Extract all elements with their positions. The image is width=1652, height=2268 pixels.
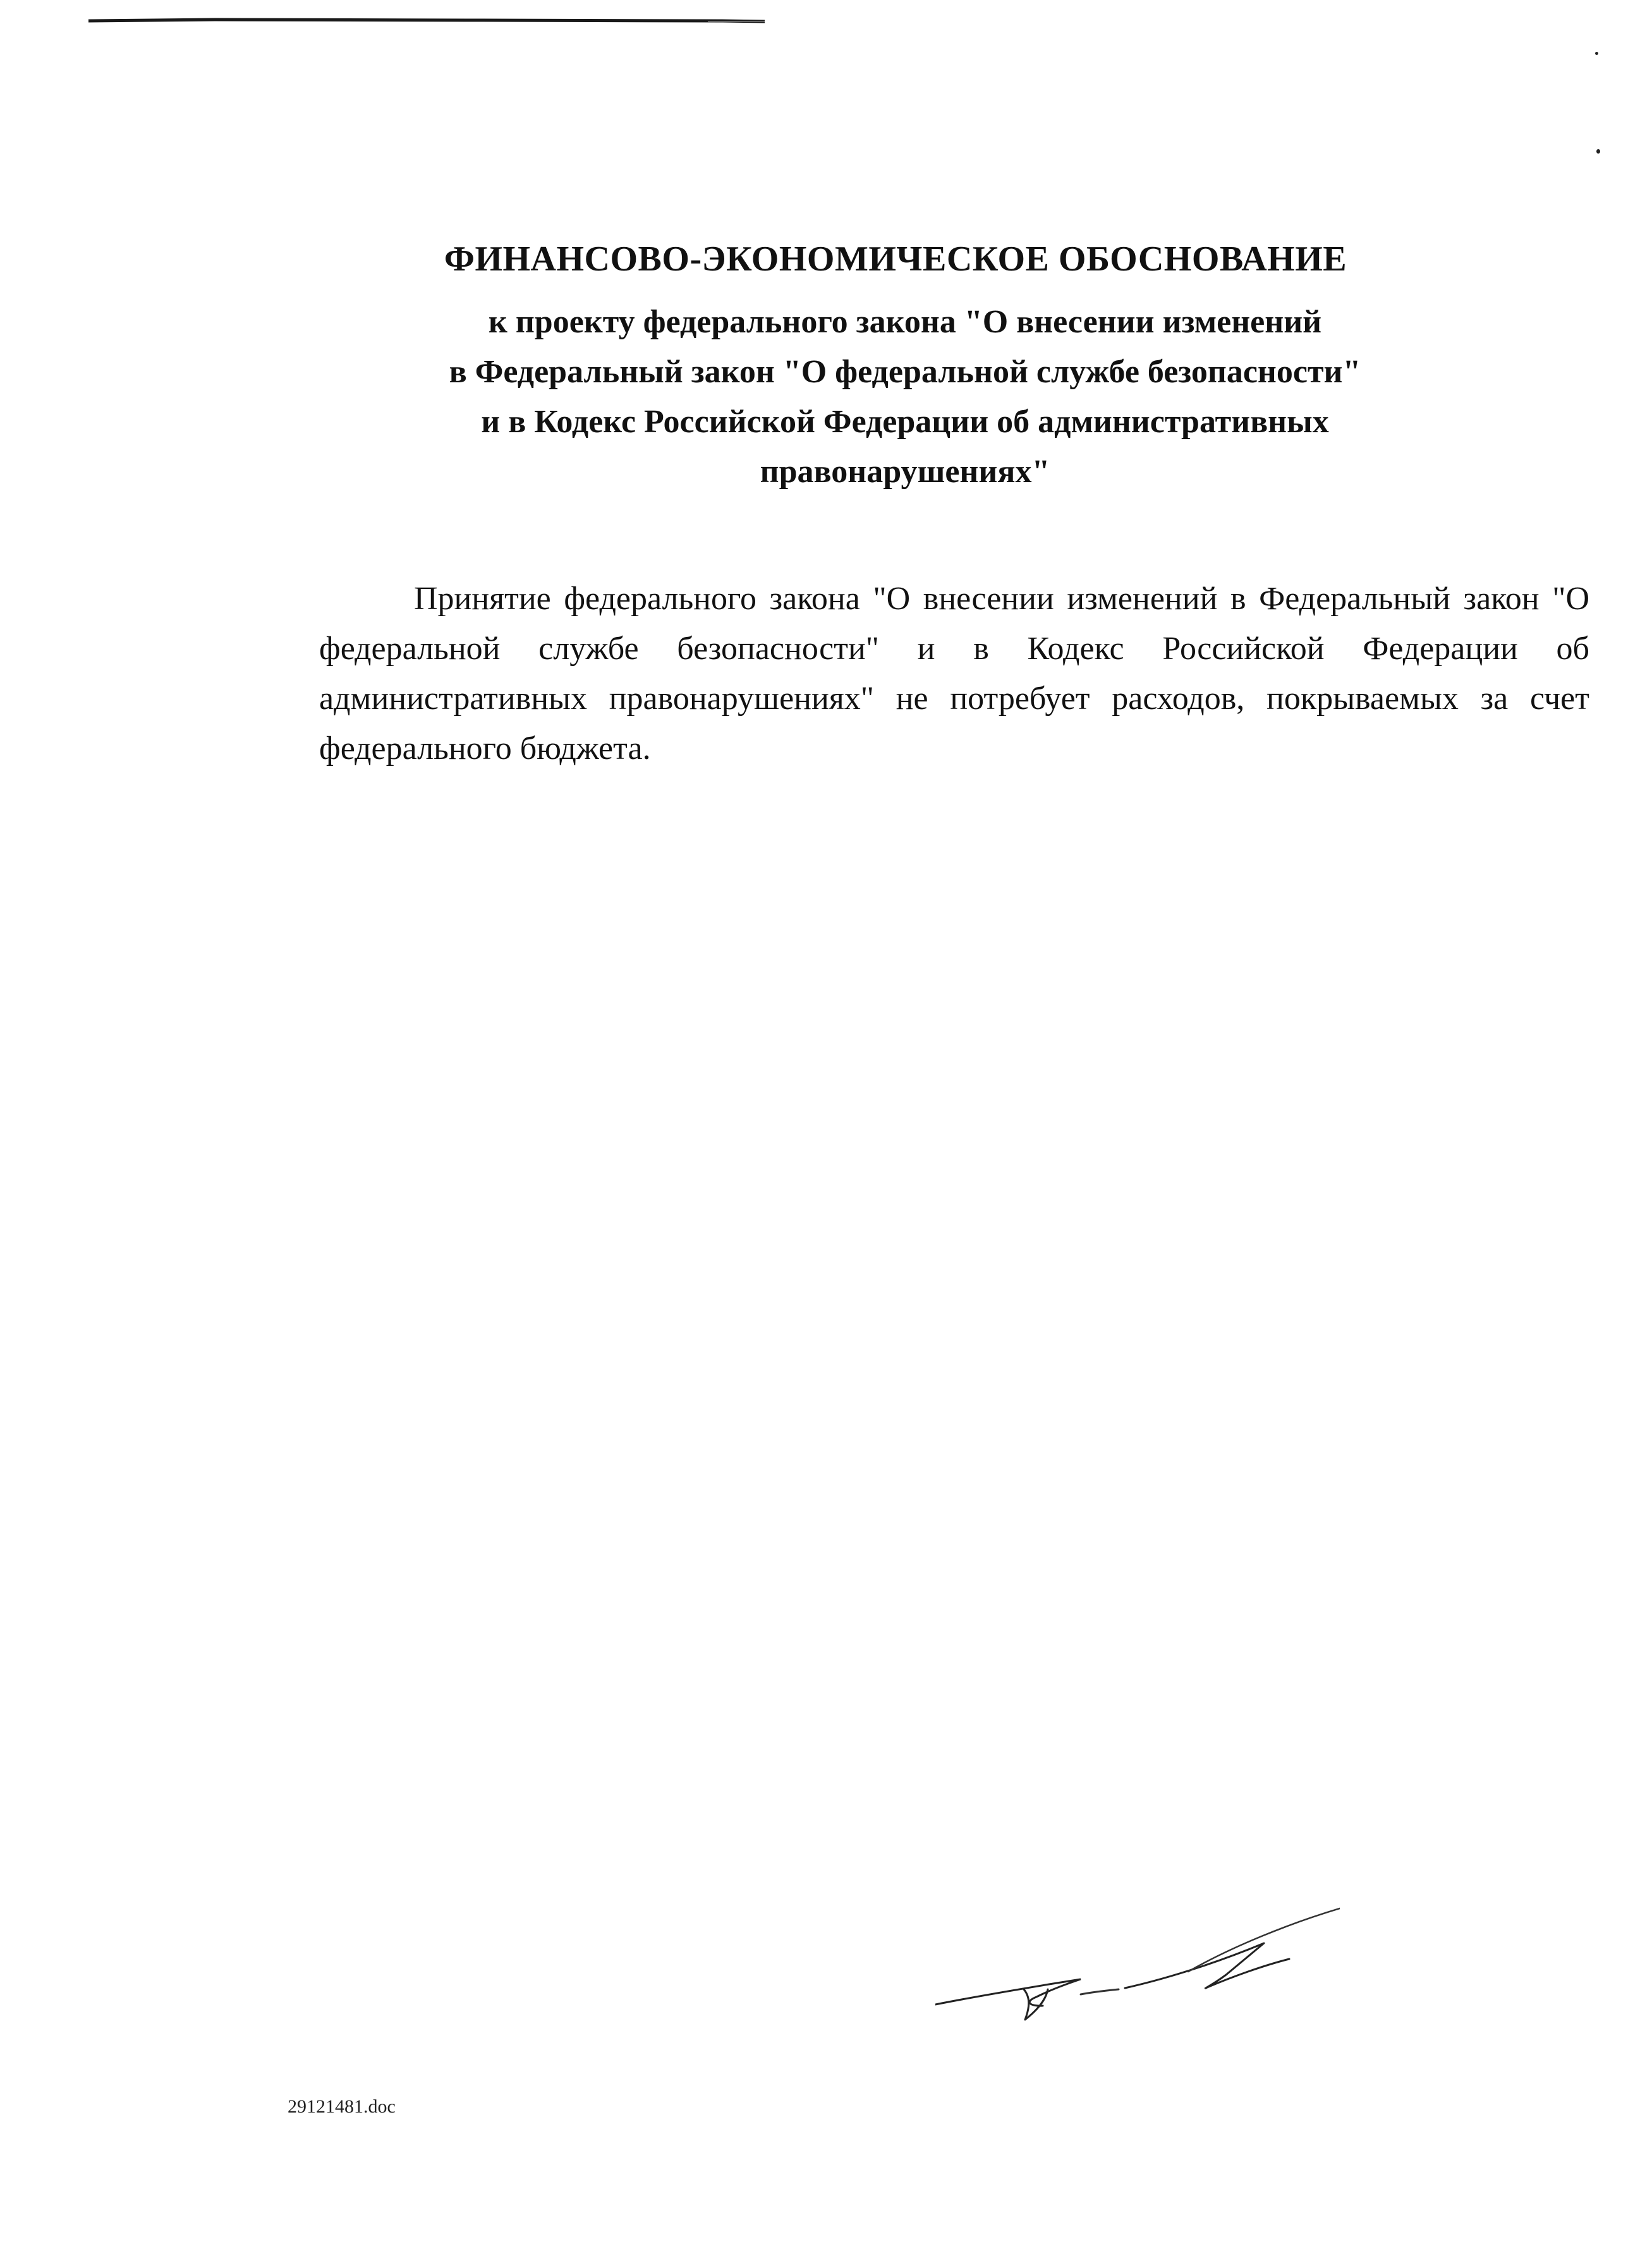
signature-icon <box>935 1871 1340 2022</box>
document-title: ФИНАНСОВО-ЭКОНОМИЧЕСКОЕ ОБОСНОВАНИЕ <box>444 240 1347 279</box>
subtitle-line: к проекту федерального закона "О внесении изменений <box>488 304 1322 340</box>
scan-speck-icon <box>1595 52 1598 55</box>
scan-edge-line-icon <box>88 18 765 24</box>
body-paragraph: Принятие федерального закона "О внесении изменений в Федеральный закон "О федеральной службе безопасности" и в Кодекс Российской Федерации об административных правонарушениях" не потребует расходов, покрываемых за счет федерального бюджета. <box>319 581 1589 767</box>
file-reference: 29121481.doc <box>288 2096 396 2117</box>
document-subtitle <box>0 297 1652 497</box>
subtitle-line: и в Кодекс Российской Федерации об административных <box>481 404 1329 440</box>
subtitle-line: в Федеральный закон "О федеральной службе безопасности" <box>449 354 1361 390</box>
scan-speck-icon <box>1596 149 1600 154</box>
subtitle-line: правонарушениях" <box>760 454 1050 490</box>
